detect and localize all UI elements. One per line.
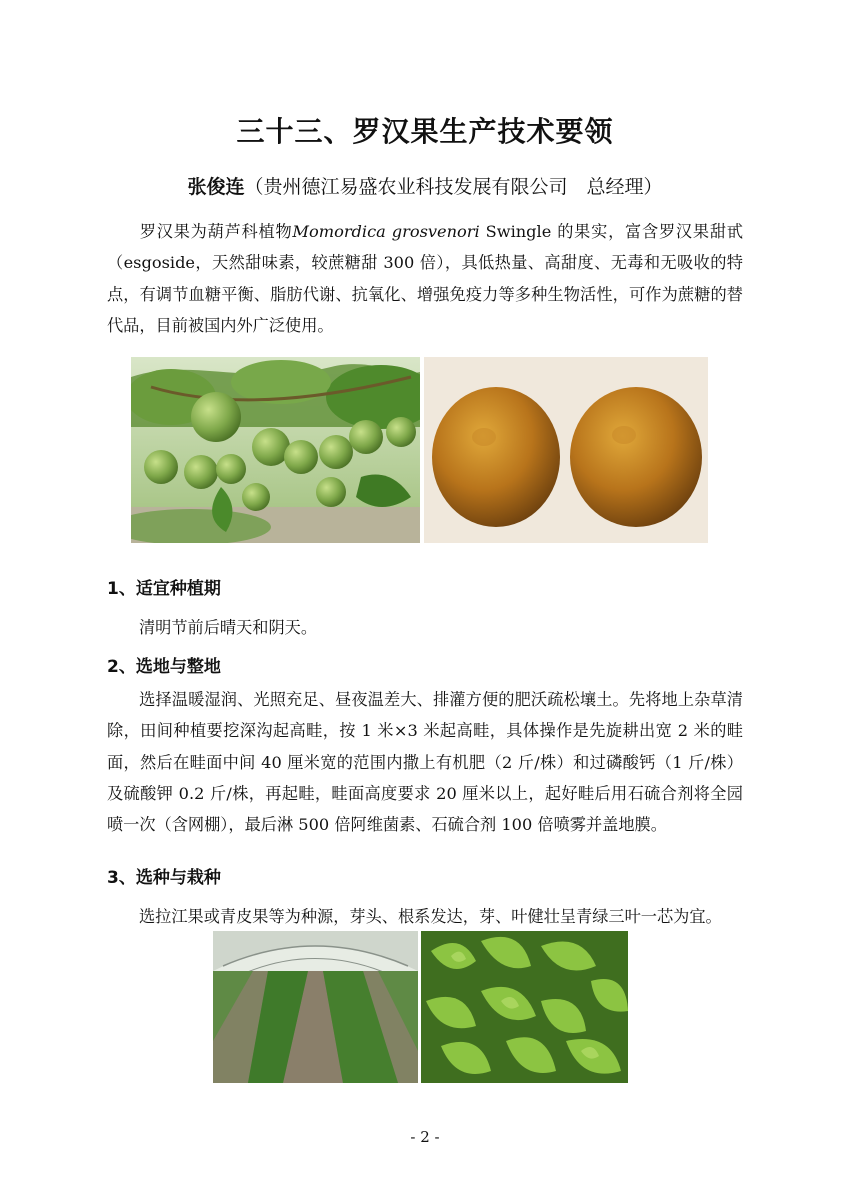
photo-seedling-leaves (421, 931, 628, 1083)
section-heading-2: 2、选地与整地 (107, 657, 221, 677)
page-title: 三十三、罗汉果生产技术要领 (236, 115, 614, 148)
section-body-2 (107, 684, 743, 840)
photo-greenhouse-seedlings (213, 931, 418, 1083)
section-body-3: 选拉江果或青皮果等为种源，芽头、根系发达，芽、叶健壮呈青绿三叶一芯为宜。 (139, 907, 722, 926)
intro-paragraph (107, 216, 743, 341)
author-line (0, 172, 850, 199)
author-name: 张俊连 (187, 176, 245, 198)
section-body-1: 清明节前后晴天和阴天。 (139, 618, 318, 637)
intro-text-2: Swingle 的果实，富含罗汉果甜甙（esgoside，天然甜味素，较蔗糖甜 300 倍），具低热量、高甜度、无毒和无吸收的特点，有调节血糖平衡、脂肪代谢、抗氧化、增强免疫力等多种生物活性，可作为蔗糖的替代品，目前被国内外广泛使用。 (107, 222, 743, 335)
section-body-2-text: 选择温暖湿润、光照充足、昼夜温差大、排灌方便的肥沃疏松壤土。先将地上杂草清除，田间种植要挖深沟起高畦，按 1 米×3 米起高畦，具体操作是先旋耕出宽 2 米的畦面，然后在畦面中间 40 厘米宽的范围内撒上有机肥（2 斤/株）和过磷酸钙（1 斤/株）及硫酸钾 0.2 斤/株，再起畦，畦面高度要求 20 厘米以上，起好畦后用石硫合剂将全园喷一次（含网棚），最后淋 500 倍阿维菌素、石硫合剂 100 倍喷雾并盖地膜。 (107, 690, 743, 835)
species-name: Momordica grosvenori (292, 222, 480, 241)
intro-text-1: 罗汉果为葫芦科植物 (139, 222, 293, 241)
photo-dried-fruits (424, 357, 708, 543)
section-heading-3: 3、选种与栽种 (107, 868, 221, 888)
author-affiliation: （贵州德江易盛农业科技发展有限公司 总经理） (244, 176, 663, 198)
photo-fruits-on-vine (131, 357, 420, 543)
page-number: - 2 - (410, 1128, 440, 1146)
section-heading-1: 1、适宜种植期 (107, 579, 221, 599)
